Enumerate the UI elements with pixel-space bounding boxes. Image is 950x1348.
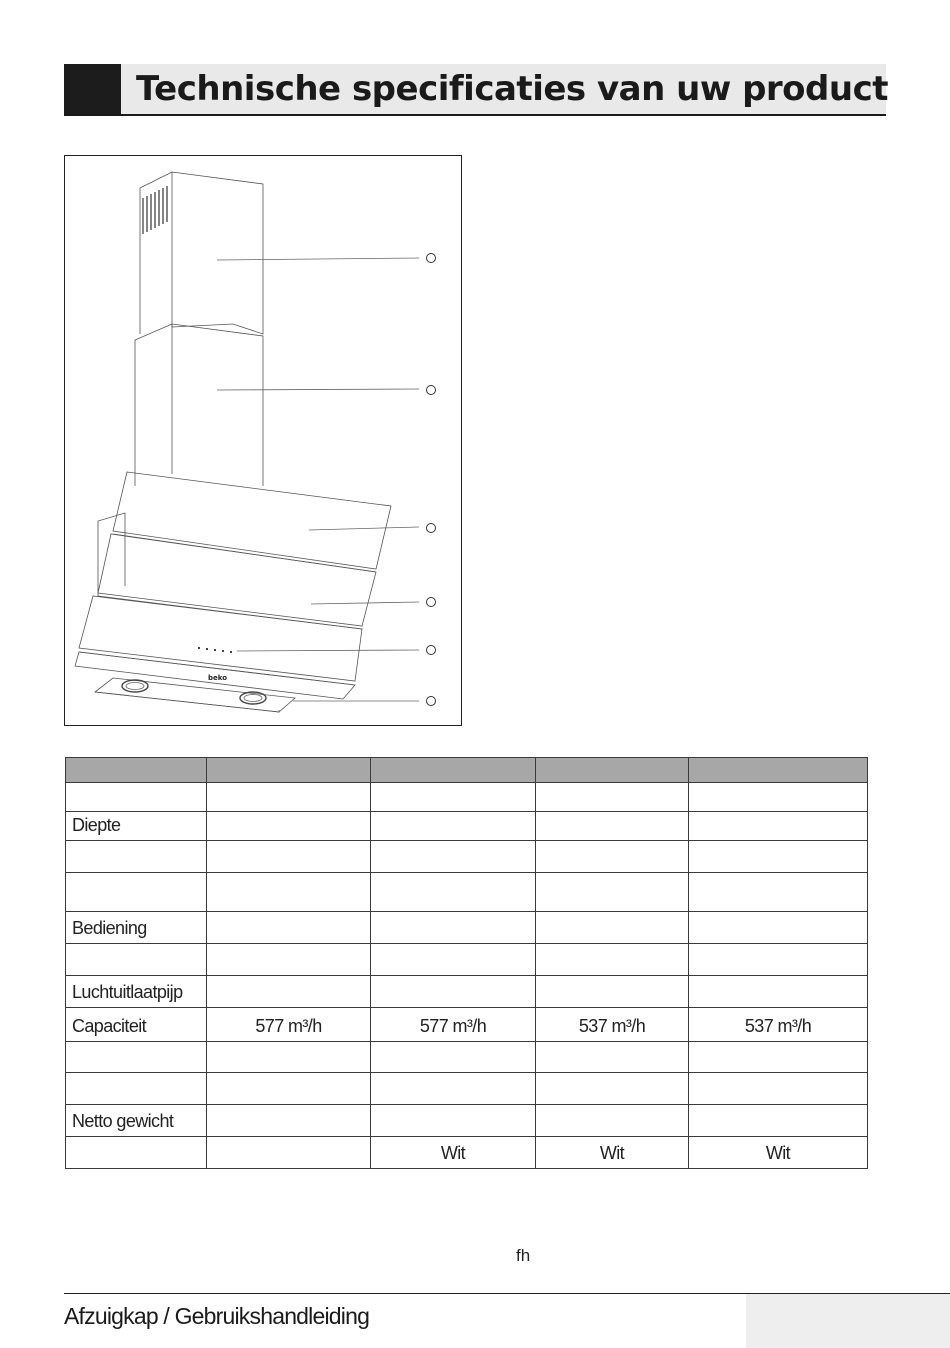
row-value — [207, 841, 371, 873]
table-row — [66, 1008, 868, 1042]
row-value — [207, 1073, 371, 1105]
table-row — [66, 1073, 868, 1105]
row-value — [207, 976, 371, 1008]
page-header — [64, 64, 886, 116]
row-value — [536, 912, 689, 944]
row-value — [689, 944, 868, 976]
row-value — [536, 1073, 689, 1105]
row-value — [371, 944, 536, 976]
row-label — [66, 1073, 207, 1105]
row-value — [371, 841, 536, 873]
row-value — [536, 812, 689, 841]
row-value — [207, 1105, 371, 1137]
callout-marker-1 — [427, 254, 436, 263]
row-label — [66, 873, 207, 912]
row-value — [536, 783, 689, 812]
product-illustration — [64, 155, 462, 726]
row-value — [536, 1105, 689, 1137]
callout-marker-5 — [427, 646, 436, 655]
row-value — [689, 841, 868, 873]
table-row — [66, 1105, 868, 1137]
header-cell — [371, 758, 536, 783]
header-cell — [207, 758, 371, 783]
row-value — [207, 944, 371, 976]
row-value — [689, 783, 868, 812]
callout-marker-4 — [427, 598, 436, 607]
row-value — [207, 783, 371, 812]
row-value — [371, 1105, 536, 1137]
row-label — [66, 841, 207, 873]
row-value: Wit — [371, 1137, 536, 1169]
cooker-hood-drawing — [65, 156, 463, 727]
row-value — [207, 1137, 371, 1169]
row-value — [689, 1105, 868, 1137]
callout-marker-2 — [427, 386, 436, 395]
row-label — [66, 944, 207, 976]
row-label — [66, 1042, 207, 1073]
row-value — [371, 873, 536, 912]
row-value — [207, 912, 371, 944]
row-value — [207, 1042, 371, 1073]
brand-logo: beko — [208, 674, 228, 682]
header-cell — [689, 758, 868, 783]
row-label: Luchtuitlaatpijp — [66, 976, 207, 1008]
row-value — [371, 976, 536, 1008]
table-row — [66, 1137, 868, 1169]
table-row — [66, 976, 868, 1008]
table-header-row — [66, 758, 868, 783]
row-value: Wit — [536, 1137, 689, 1169]
row-value — [536, 841, 689, 873]
row-label: Bediening — [66, 912, 207, 944]
row-label: Capaciteit — [66, 1008, 207, 1042]
header-cell — [536, 758, 689, 783]
row-label — [66, 1137, 207, 1169]
row-value — [371, 912, 536, 944]
row-value — [689, 912, 868, 944]
row-value — [689, 1042, 868, 1073]
row-label — [66, 783, 207, 812]
footnote-glyph: fh — [516, 1246, 531, 1265]
row-value — [207, 812, 371, 841]
row-value — [536, 976, 689, 1008]
page-title: Technische specificaties van uw product — [136, 69, 888, 109]
row-value: 577 m³/h — [207, 1008, 371, 1042]
header-cell — [66, 758, 207, 783]
table-row — [66, 783, 868, 812]
table-row — [66, 841, 868, 873]
row-value — [536, 1042, 689, 1073]
row-value — [689, 812, 868, 841]
page-number-box — [746, 1294, 950, 1348]
row-value — [536, 944, 689, 976]
row-value: Wit — [689, 1137, 868, 1169]
table-row — [66, 912, 868, 944]
specifications-table — [65, 757, 868, 1169]
table-row — [66, 944, 868, 976]
table-row — [66, 812, 868, 841]
row-value — [689, 873, 868, 912]
row-value: 537 m³/h — [689, 1008, 868, 1042]
row-label: Diepte — [66, 812, 207, 841]
row-value — [371, 1073, 536, 1105]
row-value — [371, 1042, 536, 1073]
table-row — [66, 873, 868, 912]
header-black-block — [64, 64, 121, 114]
row-value — [371, 812, 536, 841]
row-value — [371, 783, 536, 812]
row-value — [207, 873, 371, 912]
row-label: Netto gewicht — [66, 1105, 207, 1137]
row-value: 537 m³/h — [536, 1008, 689, 1042]
row-value — [536, 873, 689, 912]
table-row — [66, 1042, 868, 1073]
row-value — [689, 1073, 868, 1105]
row-value — [689, 976, 868, 1008]
row-value: 577 m³/h — [371, 1008, 536, 1042]
footer-title: Afzuigkap / Gebruikshandleiding — [64, 1303, 370, 1329]
callout-marker-6 — [427, 697, 436, 706]
callout-marker-3 — [427, 524, 436, 533]
